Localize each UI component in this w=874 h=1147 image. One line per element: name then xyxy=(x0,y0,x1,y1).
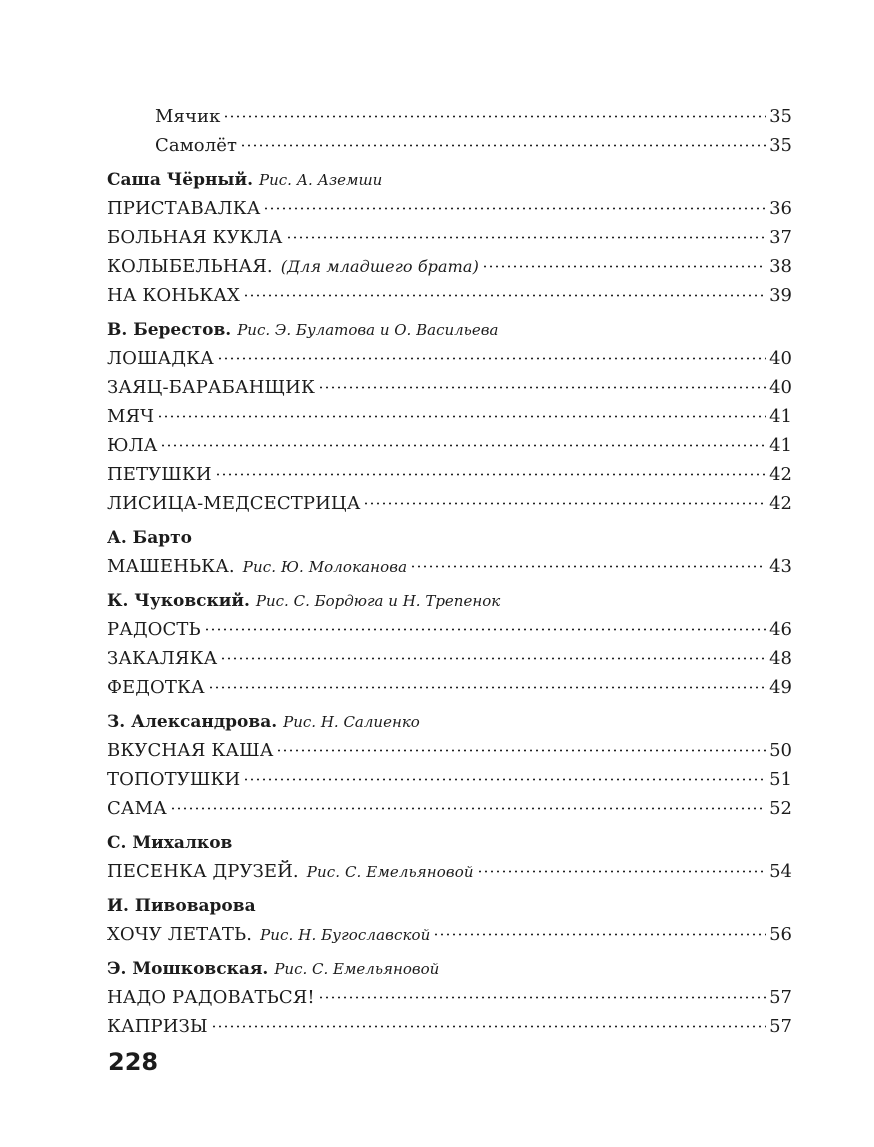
entry-title-text: ЛОШАДКА xyxy=(107,348,214,369)
toc-entry[interactable] xyxy=(107,983,792,1012)
author-section xyxy=(107,893,792,949)
entry-title xyxy=(107,281,240,310)
dot-leader xyxy=(217,357,766,360)
author-illustrator: Рис. А. Аземши xyxy=(259,171,383,189)
author-name: И. Пивоварова xyxy=(107,896,256,916)
entry-title xyxy=(107,552,407,582)
dot-leader xyxy=(204,628,766,631)
entry-title xyxy=(107,794,167,823)
entry-title xyxy=(155,131,237,160)
entry-title-text: Самолёт xyxy=(155,135,238,156)
entry-page-number: 35 xyxy=(769,106,792,127)
toc-entry[interactable] xyxy=(107,1012,792,1041)
entry-title xyxy=(107,431,157,460)
toc-entry[interactable] xyxy=(107,252,792,281)
toc-entry[interactable] xyxy=(107,644,792,673)
entry-title-text: ВКУСНАЯ КАША xyxy=(107,740,274,761)
author-section xyxy=(107,167,792,310)
entry-page-number: 51 xyxy=(769,769,792,790)
dot-leader xyxy=(157,415,766,418)
dot-leader xyxy=(276,749,766,752)
entry-illustrator: Рис. Ю. Молоканова xyxy=(242,558,408,576)
dot-leader xyxy=(318,386,766,389)
toc-entry[interactable] xyxy=(107,102,792,131)
entry-title-text: ПЕТУШКИ xyxy=(107,464,212,485)
entry-title-text: ЗАЯЦ-БАРАБАНЩИК xyxy=(107,377,315,398)
entry-title xyxy=(107,460,212,489)
toc-entry[interactable] xyxy=(107,673,792,702)
dot-leader xyxy=(410,565,766,568)
toc-entry[interactable] xyxy=(107,402,792,431)
author-illustrator: Рис. Н. Салиенко xyxy=(283,713,420,731)
entry-title-text: КАПРИЗЫ xyxy=(107,1016,208,1037)
author-illustrator: Рис. Э. Булатова и О. Васильева xyxy=(237,321,499,339)
entry-page-number: 57 xyxy=(769,987,792,1008)
entry-title-text: ЗАКАЛЯКА xyxy=(107,648,218,669)
entry-title-text: Мячик xyxy=(155,106,221,127)
page-number: 228 xyxy=(108,1048,159,1076)
dot-leader xyxy=(211,1025,766,1028)
author-name: З. Александрова. xyxy=(107,712,278,732)
entry-title-text: ФЕДОТКА xyxy=(107,677,205,698)
author-illustrator: Рис. С. Бордюга и Н. Трепенок xyxy=(255,592,501,610)
entry-page-number: 40 xyxy=(769,377,792,398)
author-heading xyxy=(107,588,792,615)
entry-title-text: ЛИСИЦА-МЕДСЕСТРИЦА xyxy=(107,493,361,514)
toc-entry[interactable] xyxy=(107,794,792,823)
entry-illustrator: Рис. Н. Бугославской xyxy=(260,926,431,944)
dot-leader xyxy=(215,473,766,476)
toc-entry[interactable] xyxy=(107,765,792,794)
author-section xyxy=(107,317,792,518)
toc-entry[interactable] xyxy=(107,431,792,460)
table-of-contents xyxy=(107,102,792,1048)
entry-page-number: 48 xyxy=(769,648,792,669)
dot-leader xyxy=(477,870,766,873)
author-section xyxy=(107,830,792,886)
toc-entry[interactable] xyxy=(107,460,792,489)
dot-leader xyxy=(243,294,766,297)
entry-title xyxy=(107,736,273,765)
author-name: Э. Мошковская. xyxy=(107,959,269,979)
author-section xyxy=(107,525,792,581)
toc-entry[interactable] xyxy=(107,344,792,373)
entry-title xyxy=(107,1012,208,1041)
author-section xyxy=(107,588,792,702)
author-name: А. Барто xyxy=(107,528,192,548)
toc-entry[interactable] xyxy=(107,857,792,886)
toc-entry[interactable] xyxy=(107,194,792,223)
entry-title xyxy=(107,920,430,950)
entry-page-number: 35 xyxy=(769,135,792,156)
entry-page-number: 41 xyxy=(769,406,792,427)
entry-title-text: ТОПОТУШКИ xyxy=(107,769,241,790)
entry-page-number: 42 xyxy=(769,464,792,485)
author-name: С. Михалков xyxy=(107,833,233,853)
dot-leader xyxy=(243,778,766,781)
entry-title xyxy=(107,644,217,673)
entry-title-text: ЮЛА xyxy=(107,435,158,456)
author-name: Саша Чёрный. xyxy=(107,170,253,190)
entry-page-number: 49 xyxy=(769,677,792,698)
entry-illustrator: Рис. С. Емельяновой xyxy=(306,863,474,881)
entry-title-text: ХОЧУ ЛЕТАТЬ. xyxy=(107,924,253,945)
entry-page-number: 43 xyxy=(769,556,792,577)
dot-leader xyxy=(170,807,766,810)
author-section xyxy=(107,956,792,1041)
entry-page-number: 39 xyxy=(769,285,792,306)
dot-leader xyxy=(318,996,766,999)
entry-title xyxy=(107,402,154,431)
author-heading xyxy=(107,317,792,344)
toc-entry[interactable] xyxy=(107,489,792,518)
author-heading xyxy=(107,893,792,920)
dot-leader xyxy=(433,933,766,936)
author-heading xyxy=(107,167,792,194)
author-heading xyxy=(107,709,792,736)
toc-entry[interactable] xyxy=(107,920,792,949)
entry-title xyxy=(107,673,205,702)
entry-title-text: БОЛЬНАЯ КУКЛА xyxy=(107,227,283,248)
entry-title xyxy=(107,983,315,1012)
entry-title xyxy=(107,344,214,373)
entry-title-text: НАДО РАДОВАТЬСЯ! xyxy=(107,987,315,1008)
dot-leader xyxy=(482,265,766,268)
entry-page-number: 38 xyxy=(769,256,792,277)
entry-title-text: ПЕСЕНКА ДРУЗЕЙ. xyxy=(107,861,299,882)
entry-page-number: 40 xyxy=(769,348,792,369)
entry-title xyxy=(155,102,220,131)
leading-entries xyxy=(107,102,792,160)
entry-title-text: РАДОСТЬ xyxy=(107,619,201,640)
toc-entry[interactable] xyxy=(107,615,792,644)
entry-title-text: МЯЧ xyxy=(107,406,155,427)
author-illustrator: Рис. С. Емельяновой xyxy=(274,960,440,978)
dot-leader xyxy=(363,502,766,505)
dot-leader xyxy=(286,236,767,239)
entry-page-number: 57 xyxy=(769,1016,792,1037)
entry-note: (Для младшего брата) xyxy=(280,257,479,276)
entry-title xyxy=(107,615,201,644)
entry-title xyxy=(107,489,360,518)
entry-title xyxy=(107,765,240,794)
entry-page-number: 56 xyxy=(769,924,792,945)
entry-page-number: 54 xyxy=(769,861,792,882)
author-heading xyxy=(107,830,792,857)
author-heading xyxy=(107,525,792,552)
author-heading xyxy=(107,956,792,983)
dot-leader xyxy=(240,144,766,147)
toc-entry[interactable] xyxy=(107,373,792,402)
entry-page-number: 42 xyxy=(769,493,792,514)
toc-entry[interactable] xyxy=(107,131,792,160)
dot-leader xyxy=(160,444,766,447)
entry-page-number: 46 xyxy=(769,619,792,640)
entry-page-number: 36 xyxy=(769,198,792,219)
toc-entry[interactable] xyxy=(107,223,792,252)
toc-entry[interactable] xyxy=(107,281,792,310)
entry-page-number: 50 xyxy=(769,740,792,761)
entry-title-text: МАШЕНЬКА. xyxy=(107,556,235,577)
dot-leader xyxy=(220,657,766,660)
author-name: В. Берестов. xyxy=(107,320,232,340)
author-name: К. Чуковский. xyxy=(107,591,250,611)
entry-page-number: 37 xyxy=(769,227,792,248)
entry-title xyxy=(107,857,474,887)
toc-entry[interactable] xyxy=(107,552,792,581)
entry-page-number: 52 xyxy=(769,798,792,819)
dot-leader xyxy=(223,115,766,118)
entry-title xyxy=(107,194,260,223)
entry-title xyxy=(107,252,479,281)
entry-title-text: ПРИСТАВАЛКА xyxy=(107,198,261,219)
entry-title-text: САМА xyxy=(107,798,167,819)
dot-leader xyxy=(263,207,766,210)
entry-page-number: 41 xyxy=(769,435,792,456)
entry-title xyxy=(107,223,283,252)
author-section xyxy=(107,709,792,823)
entry-title xyxy=(107,373,315,402)
entry-title-text: КОЛЫБЕЛЬНАЯ. xyxy=(107,256,273,277)
toc-entry[interactable] xyxy=(107,736,792,765)
entry-title-text: НА КОНЬКАХ xyxy=(107,285,240,306)
dot-leader xyxy=(208,686,766,689)
